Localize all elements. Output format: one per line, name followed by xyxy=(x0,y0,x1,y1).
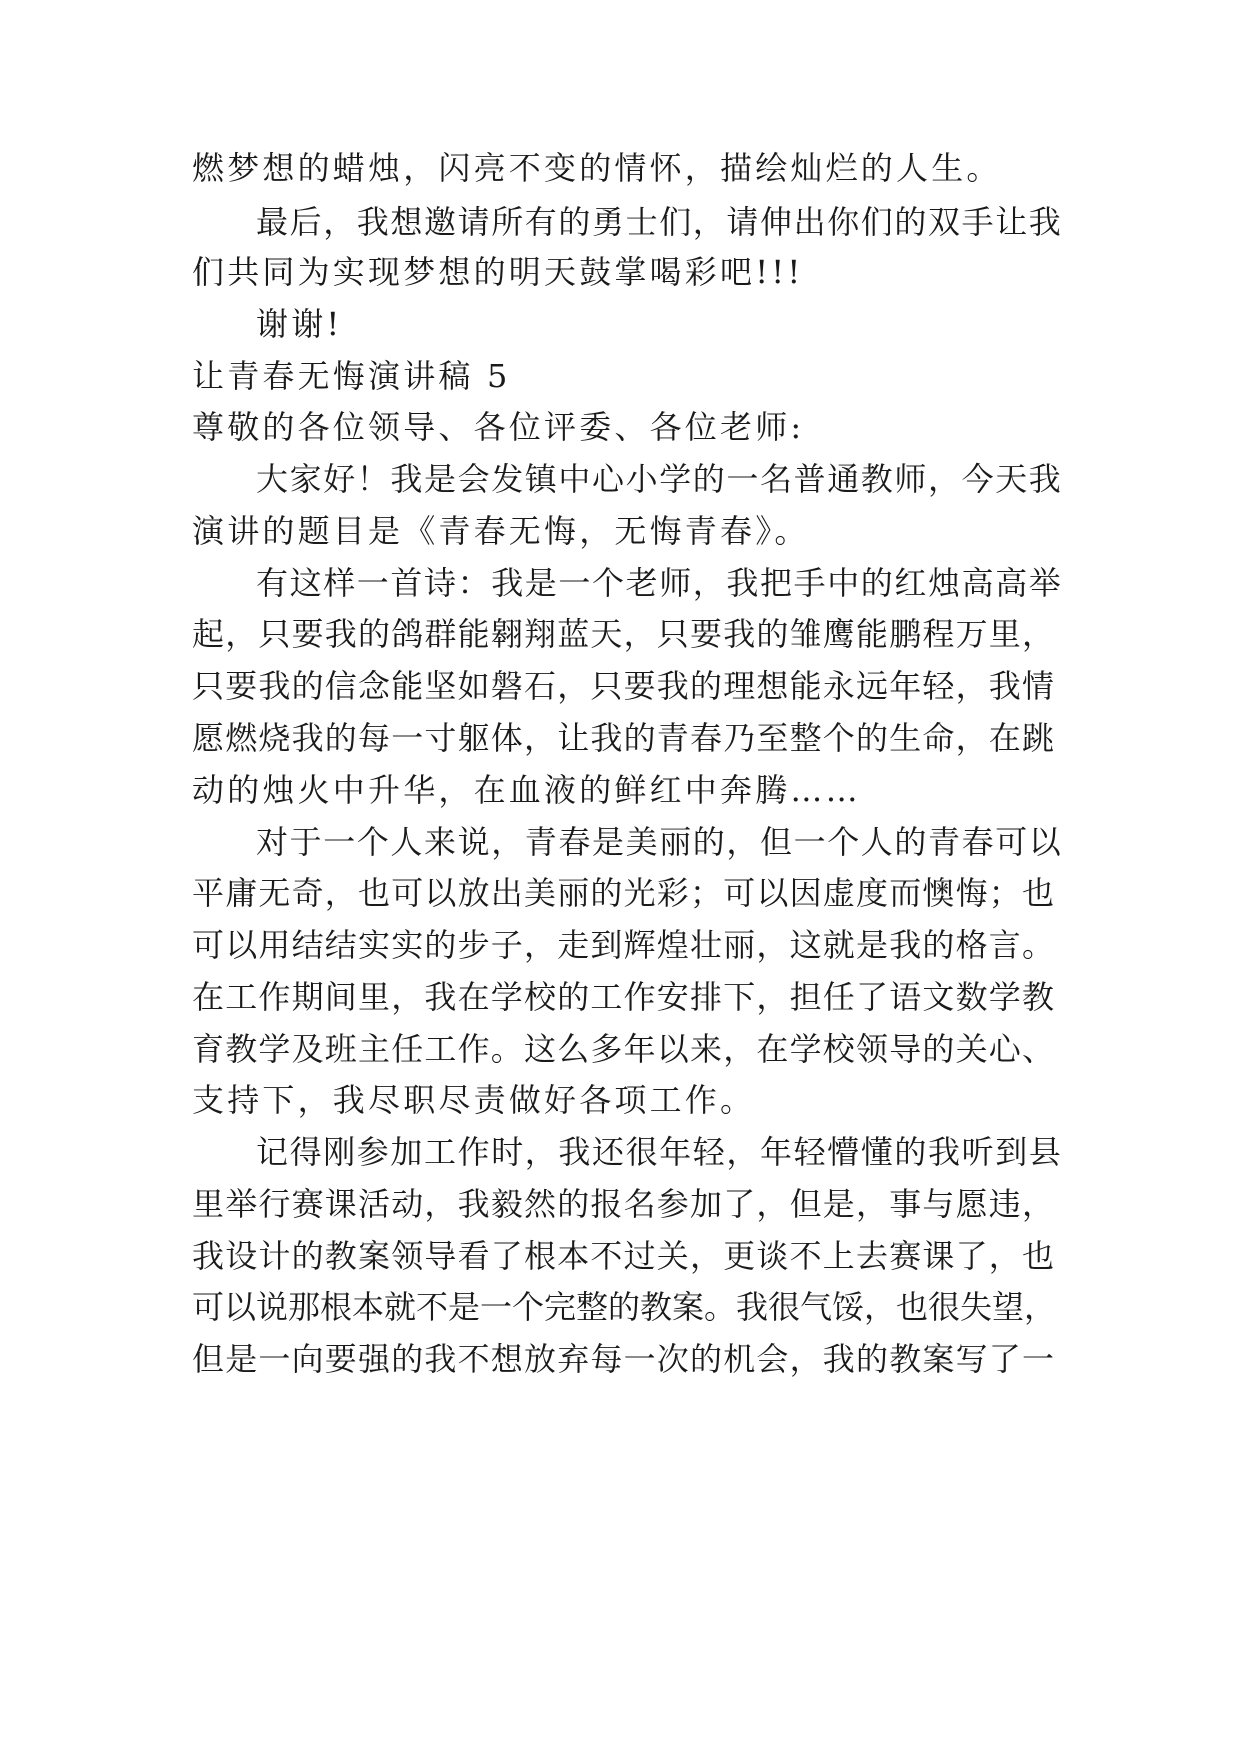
paragraph-line: 可以用结结实实的步子，走到辉煌壮丽，这就是我的格言。 xyxy=(192,926,1056,964)
paragraph-line: 起，只要我的鸽群能翱翔蓝天，只要我的雏鹰能鹏程万里， xyxy=(192,615,1056,653)
paragraph-line: 对于一个人来说，青春是美丽的，但一个人的青春可以 xyxy=(256,823,1063,861)
paragraph-line: 大家好！我是会发镇中心小学的一名普通教师，今天我 xyxy=(256,460,1063,498)
paragraph-line: 有这样一首诗：我是一个老师，我把手中的红烛高高举 xyxy=(256,564,1063,602)
section-title: 让青春无悔演讲稿 5 xyxy=(192,357,511,395)
paragraph-line: 可以说那根本就不是一个完整的教案。我很气馁，也很失望， xyxy=(192,1288,1057,1326)
paragraph-line: 平庸无奇，也可以放出美丽的光彩；可以因虚度而懊悔；也 xyxy=(192,874,1056,912)
paragraph-line: 我设计的教案领导看了根本不过关，更谈不上去赛课了，也 xyxy=(192,1237,1056,1275)
paragraph-line: 但是一向要强的我不想放弃每一次的机会，我的教案写了一 xyxy=(192,1340,1056,1378)
paragraph-line: 动的烛火中升华，在血液的鲜红中奔腾…… xyxy=(192,771,861,809)
paragraph-line: 愿燃烧我的每一寸躯体，让我的青春乃至整个的生命，在跳 xyxy=(192,719,1056,757)
paragraph-line: 燃梦想的蜡烛，闪亮不变的情怀，描绘灿烂的人生。 xyxy=(192,149,1002,187)
salutation: 尊敬的各位领导、各位评委、各位老师: xyxy=(192,408,805,446)
paragraph-line: 记得刚参加工作时，我还很年轻，年轻懵懂的我听到县 xyxy=(256,1133,1063,1171)
paragraph-line: 演讲的题目是《青春无悔，无悔青春》。 xyxy=(192,512,810,550)
paragraph-line: 谢谢! xyxy=(256,305,343,343)
paragraph-line: 里举行赛课活动，我毅然的报名参加了，但是，事与愿违， xyxy=(192,1185,1056,1223)
paragraph-line: 支持下，我尽职尽责做好各项工作。 xyxy=(192,1081,756,1119)
paragraph-line: 们共同为实现梦想的明天鼓掌喝彩吧!!! xyxy=(192,253,804,291)
paragraph-line: 育教学及班主任工作。这么多年以来，在学校领导的关心、 xyxy=(192,1030,1056,1068)
paragraph-line: 只要我的信念能坚如磐石，只要我的理想能永远年轻，我情 xyxy=(192,667,1056,705)
paragraph-line: 在工作期间里，我在学校的工作安排下，担任了语文数学教 xyxy=(192,978,1056,1016)
paragraph-line: 最后，我想邀请所有的勇士们，请伸出你们的双手让我 xyxy=(256,203,1063,241)
